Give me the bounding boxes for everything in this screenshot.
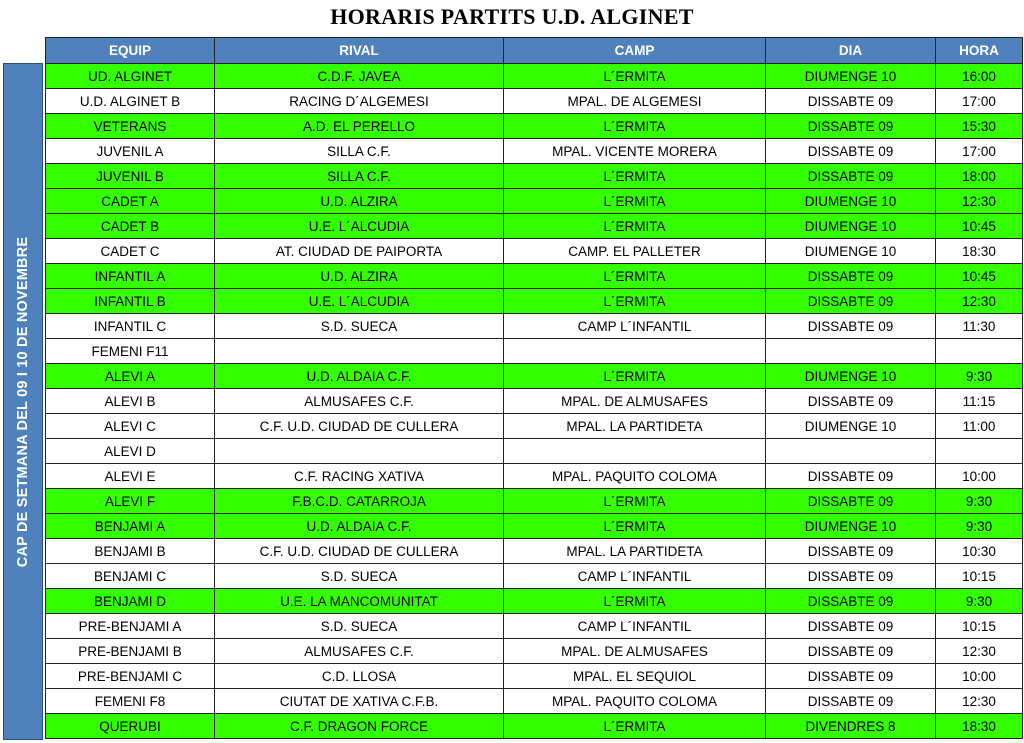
cell-rival: C.F. U.D. CIUDAD DE CULLERA [215, 414, 504, 439]
cell-rival: ALMUSAFES C.F. [215, 639, 504, 664]
cell-rival: S.D. SUECA [215, 564, 504, 589]
table-row [46, 539, 1023, 564]
cell-camp: CAMP. EL PALLETER [504, 239, 766, 264]
cell-dia: DISSABTE 09 [766, 664, 936, 689]
cell-equip: CADET A [46, 189, 215, 214]
cell-camp: CAMP L´INFANTIL [504, 614, 766, 639]
cell-hora [936, 439, 1023, 464]
cell-rival: F.B.C.D. CATARROJA [215, 489, 504, 514]
page-title: HORARIS PARTITS U.D. ALGINET [330, 4, 694, 29]
cell-rival: U.E. L´ALCUDIA [215, 289, 504, 314]
cell-equip: ALEVI C [46, 414, 215, 439]
cell-hora: 12:30 [936, 289, 1023, 314]
table-row [46, 414, 1023, 439]
cell-hora: 18:30 [936, 239, 1023, 264]
cell-camp: L´ERMITA [504, 264, 766, 289]
cell-equip: INFANTIL C [46, 314, 215, 339]
weekend-label: CAP DE SETMANA DEL 09 I 10 DE NOVEMBRE [15, 236, 31, 567]
cell-dia: DISSABTE 09 [766, 164, 936, 189]
cell-hora: 10:45 [936, 264, 1023, 289]
cell-rival: AT. CIUDAD DE PAIPORTA [215, 239, 504, 264]
cell-equip: CADET C [46, 239, 215, 264]
cell-rival: SILLA C.F. [215, 139, 504, 164]
table-row [46, 264, 1023, 289]
table-row [46, 239, 1023, 264]
cell-dia: DISSABTE 09 [766, 114, 936, 139]
cell-camp: L´ERMITA [504, 214, 766, 239]
cell-rival: C.F. U.D. CIUDAD DE CULLERA [215, 539, 504, 564]
column-header-equip: EQUIP [46, 38, 215, 64]
table-row [46, 564, 1023, 589]
cell-dia: DIUMENGE 10 [766, 64, 936, 89]
cell-dia: DIVENDRES 8 [766, 714, 936, 739]
table-row [46, 464, 1023, 489]
cell-equip: JUVENIL A [46, 139, 215, 164]
header-row [46, 38, 1023, 64]
cell-camp: MPAL. DE ALMUSAFES [504, 389, 766, 414]
cell-hora: 10:45 [936, 214, 1023, 239]
cell-hora: 17:00 [936, 139, 1023, 164]
cell-hora: 9:30 [936, 514, 1023, 539]
cell-hora: 15:30 [936, 114, 1023, 139]
cell-rival: U.E. LA MANCOMUNITAT [215, 589, 504, 614]
cell-equip: ALEVI A [46, 364, 215, 389]
cell-camp: MPAL. LA PARTIDETA [504, 414, 766, 439]
cell-equip: PRE-BENJAMI B [46, 639, 215, 664]
cell-dia: DISSABTE 09 [766, 489, 936, 514]
column-header-rival: RIVAL [215, 38, 504, 64]
cell-hora: 11:15 [936, 389, 1023, 414]
cell-rival: RACING D´ALGEMESI [215, 89, 504, 114]
cell-equip: VETERANS [46, 114, 215, 139]
cell-camp: MPAL. PAQUITO COLOMA [504, 689, 766, 714]
cell-hora: 17:00 [936, 89, 1023, 114]
cell-dia: DIUMENGE 10 [766, 414, 936, 439]
cell-dia: DIUMENGE 10 [766, 189, 936, 214]
cell-camp: L´ERMITA [504, 489, 766, 514]
cell-dia: DISSABTE 09 [766, 589, 936, 614]
cell-camp: MPAL. DE ALMUSAFES [504, 639, 766, 664]
column-header-dia: DIA [766, 38, 936, 64]
cell-camp: L´ERMITA [504, 514, 766, 539]
cell-dia [766, 339, 936, 364]
cell-dia: DISSABTE 09 [766, 639, 936, 664]
cell-dia: DISSABTE 09 [766, 689, 936, 714]
cell-hora: 18:00 [936, 164, 1023, 189]
table-row [46, 364, 1023, 389]
table-row [46, 314, 1023, 339]
weekend-side-banner [3, 63, 43, 740]
cell-equip: BENJAMI A [46, 514, 215, 539]
table-row [46, 289, 1023, 314]
cell-equip: PRE-BENJAMI C [46, 664, 215, 689]
cell-hora: 9:30 [936, 489, 1023, 514]
cell-rival: CIUTAT DE XATIVA C.F.B. [215, 689, 504, 714]
cell-equip: BENJAMI B [46, 539, 215, 564]
cell-rival: C.D.F. JAVEA [215, 64, 504, 89]
cell-hora: 11:00 [936, 414, 1023, 439]
table-row [46, 514, 1023, 539]
cell-rival [215, 339, 504, 364]
cell-rival [215, 439, 504, 464]
cell-camp: CAMP L´INFANTIL [504, 564, 766, 589]
cell-equip: FEMENI F8 [46, 689, 215, 714]
cell-camp: L´ERMITA [504, 164, 766, 189]
cell-dia: DIUMENGE 10 [766, 214, 936, 239]
cell-hora: 16:00 [936, 64, 1023, 89]
cell-dia: DISSABTE 09 [766, 139, 936, 164]
cell-rival: U.D. ALZIRA [215, 189, 504, 214]
cell-hora: 10:00 [936, 664, 1023, 689]
cell-equip: UD. ALGINET [46, 64, 215, 89]
cell-equip: ALEVI E [46, 464, 215, 489]
cell-hora: 10:00 [936, 464, 1023, 489]
cell-camp: L´ERMITA [504, 364, 766, 389]
cell-camp: MPAL. VICENTE MORERA [504, 139, 766, 164]
cell-rival: SILLA C.F. [215, 164, 504, 189]
table-row [46, 139, 1023, 164]
cell-camp: MPAL. LA PARTIDETA [504, 539, 766, 564]
cell-equip: ALEVI D [46, 439, 215, 464]
cell-hora: 18:30 [936, 714, 1023, 739]
cell-rival: U.D. ALDAIA C.F. [215, 514, 504, 539]
cell-equip: INFANTIL B [46, 289, 215, 314]
cell-rival: C.F. DRAGON FORCE [215, 714, 504, 739]
table-row [46, 89, 1023, 114]
cell-camp: L´ERMITA [504, 114, 766, 139]
cell-hora: 10:15 [936, 564, 1023, 589]
cell-equip: ALEVI F [46, 489, 215, 514]
cell-dia: DISSABTE 09 [766, 564, 936, 589]
cell-equip: FEMENI F11 [46, 339, 215, 364]
table-row [46, 714, 1023, 739]
cell-camp: L´ERMITA [504, 589, 766, 614]
table-row [46, 389, 1023, 414]
cell-camp: L´ERMITA [504, 64, 766, 89]
table-row [46, 689, 1023, 714]
cell-rival: U.D. ALZIRA [215, 264, 504, 289]
cell-camp [504, 439, 766, 464]
table-row [46, 614, 1023, 639]
cell-dia: DISSABTE 09 [766, 289, 936, 314]
cell-camp: MPAL. EL SEQUIOL [504, 664, 766, 689]
table-row [46, 164, 1023, 189]
cell-hora: 12:30 [936, 689, 1023, 714]
cell-equip: PRE-BENJAMI A [46, 614, 215, 639]
column-header-camp: CAMP [504, 38, 766, 64]
cell-equip: QUERUBI [46, 714, 215, 739]
cell-camp: MPAL. DE ALGEMESI [504, 89, 766, 114]
cell-camp: L´ERMITA [504, 189, 766, 214]
table-row [46, 589, 1023, 614]
cell-equip: CADET B [46, 214, 215, 239]
cell-hora: 10:30 [936, 539, 1023, 564]
table-row [46, 639, 1023, 664]
table-row [46, 664, 1023, 689]
table-row [46, 189, 1023, 214]
cell-rival: ALMUSAFES C.F. [215, 389, 504, 414]
cell-camp: L´ERMITA [504, 714, 766, 739]
cell-equip: INFANTIL A [46, 264, 215, 289]
cell-hora: 11:30 [936, 314, 1023, 339]
table-row [46, 64, 1023, 89]
cell-dia: DISSABTE 09 [766, 539, 936, 564]
cell-camp: L´ERMITA [504, 289, 766, 314]
cell-rival: S.D. SUECA [215, 314, 504, 339]
cell-rival: U.E. L´ALCUDIA [215, 214, 504, 239]
cell-dia: DISSABTE 09 [766, 314, 936, 339]
cell-hora: 9:30 [936, 364, 1023, 389]
cell-dia: DIUMENGE 10 [766, 514, 936, 539]
cell-camp [504, 339, 766, 364]
cell-dia: DISSABTE 09 [766, 464, 936, 489]
cell-hora [936, 339, 1023, 364]
cell-equip: BENJAMI C [46, 564, 215, 589]
cell-dia: DIUMENGE 10 [766, 364, 936, 389]
cell-hora: 12:30 [936, 639, 1023, 664]
table-row [46, 339, 1023, 364]
table-row [46, 214, 1023, 239]
table-row [46, 114, 1023, 139]
cell-hora: 10:15 [936, 614, 1023, 639]
column-header-hora: HORA [936, 38, 1023, 64]
cell-equip: U.D. ALGINET B [46, 89, 215, 114]
cell-dia: DISSABTE 09 [766, 614, 936, 639]
table-row [46, 489, 1023, 514]
cell-camp: CAMP L´INFANTIL [504, 314, 766, 339]
cell-dia: DISSABTE 09 [766, 89, 936, 114]
cell-rival: C.D. LLOSA [215, 664, 504, 689]
cell-rival: S.D. SUECA [215, 614, 504, 639]
schedule-table [45, 37, 1023, 739]
cell-equip: BENJAMI D [46, 589, 215, 614]
cell-equip: ALEVI B [46, 389, 215, 414]
cell-dia: DISSABTE 09 [766, 389, 936, 414]
cell-hora: 12:30 [936, 189, 1023, 214]
cell-equip: JUVENIL B [46, 164, 215, 189]
cell-rival: A.D. EL PERELLO [215, 114, 504, 139]
cell-dia: DISSABTE 09 [766, 264, 936, 289]
cell-rival: C.F. RACING XATIVA [215, 464, 504, 489]
cell-dia [766, 439, 936, 464]
cell-rival: U.D. ALDAIA C.F. [215, 364, 504, 389]
cell-camp: MPAL. PAQUITO COLOMA [504, 464, 766, 489]
table-row [46, 439, 1023, 464]
cell-hora: 9:30 [936, 589, 1023, 614]
cell-dia: DIUMENGE 10 [766, 239, 936, 264]
